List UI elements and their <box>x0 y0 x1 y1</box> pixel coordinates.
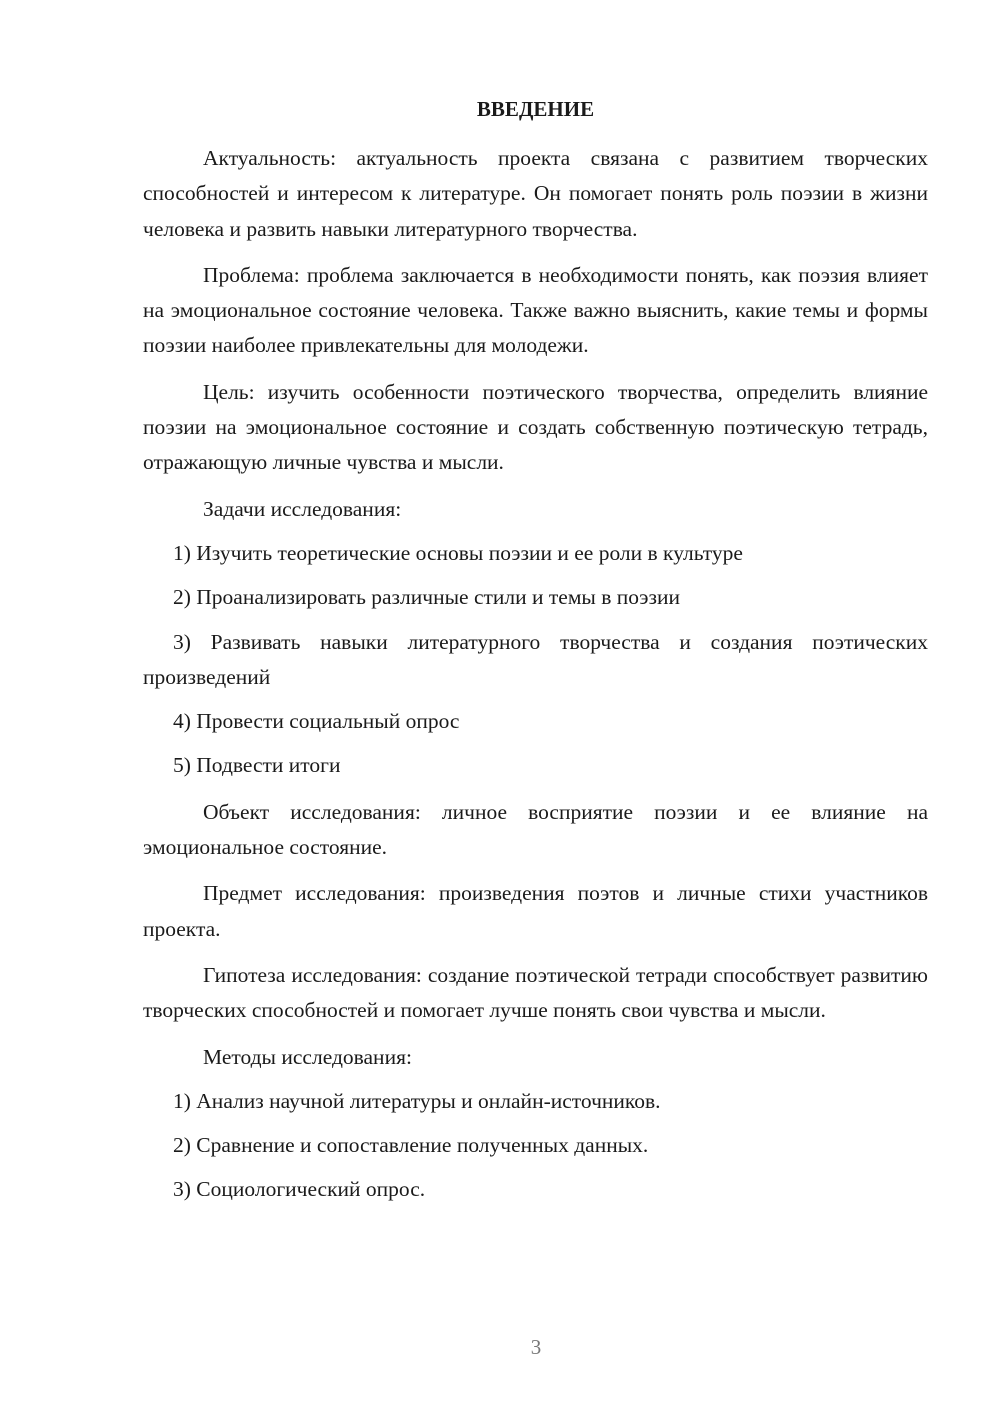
tasks-title: Задачи исследования: <box>203 496 402 521</box>
task-item: 1) Изучить теоретические основы поэзии и ее роли в культуре <box>173 540 743 565</box>
method-item: 1) Анализ научной литературы и онлайн-источников. <box>173 1088 661 1113</box>
document-page <box>143 92 928 1208</box>
relevance-paragraph: Актуальность: актуальность проекта связана с развитием творческих способностей и интересом к литературе. Он помогает понять роль поэзии в жизни человека и развить навыки литературного творчества. <box>143 146 928 241</box>
goal-paragraph: Цель: изучить особенности поэтического творчества, определить влияние поэзии на эмоциональное состояние и создать собственную поэтическую тетрадь, отражающую личные чувства и мысли. <box>143 379 928 475</box>
task-item: 5) Подвести итоги <box>173 753 341 778</box>
task-item: 4) Провести социальный опрос <box>173 709 460 734</box>
task-item: 3) Развивать навыки литературного творчества и создания поэтических произведений <box>143 629 928 689</box>
task-item: 2) Проанализировать различные стили и темы в поэзии <box>173 585 681 610</box>
methods-title: Методы исследования: <box>203 1044 412 1069</box>
problem-paragraph: Проблема: проблема заключается в необходимости понять, как поэзия влияет на эмоциональное состояние человека. Также важно выяснить, какие темы и формы поэзии наиболее привлекательны для молодежи. <box>143 262 928 358</box>
method-item: 3) Социологический опрос. <box>173 1177 426 1202</box>
page-title: ВВЕДЕНИЕ <box>476 97 595 121</box>
page-number: 3 <box>530 1335 542 1359</box>
object-paragraph: Объект исследования: личное восприятие поэзии и ее влияние на эмоциональное состояние. <box>143 799 928 860</box>
subject-paragraph: Предмет исследования: произведения поэтов и личные стихи участников проекта. <box>143 881 928 941</box>
hypothesis-paragraph: Гипотеза исследования: создание поэтической тетради способствует развитию творческих способностей и помогает лучше понять свои чувства и мысли. <box>143 962 928 1023</box>
method-item: 2) Сравнение и сопоставление полученных данных. <box>173 1133 649 1158</box>
